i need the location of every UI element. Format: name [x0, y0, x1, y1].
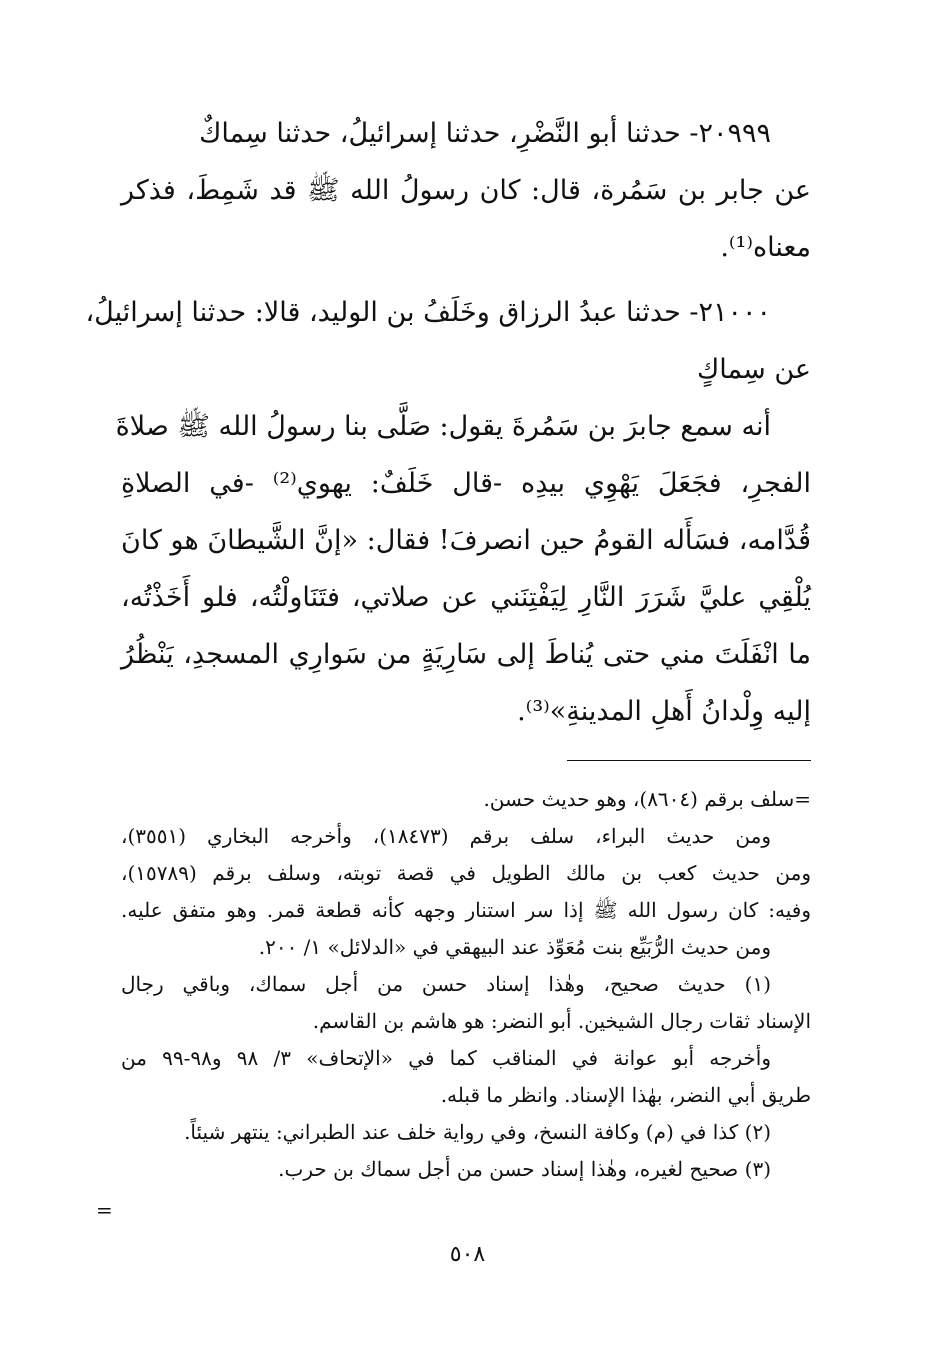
hadith-21000-line-7: ما انْفَلَتَ مني حتى يُناطَ إلى سَارِيَةٍ من سَوارِي المسجدِ، يَنْظُرُ — [121, 639, 811, 670]
footnote-line-1: =سلف برقم (٨٦٠٤)، وهو حديث حسن. — [483, 787, 811, 811]
hadith-20999-line-3: معناه⁽¹⁾. — [720, 232, 811, 263]
hadith-21000-line-6: يُلْقِي عليَّ شَرَرَ النَّارِ لِيَفْتِنَني عن صلاتي، فتَنَاولْتُه، فلو أَخَذْتُه، — [121, 582, 811, 613]
hadith-20999-line-2: عن جابر بن سَمُرة، قال: كان رسولُ الله ﷺ قد شَمِطَ، فذكر — [121, 175, 811, 206]
hadith-21000 — [85, 284, 811, 740]
hadith-20999 — [121, 105, 811, 276]
footnote-2: (٢) كذا في (م) وكافة النسخ، وفي رواية خلف عند الطبراني: ينتهر شيئاً. — [184, 1120, 771, 1144]
hadith-21000-line-5: قُدَّامه، فسَأَله القومُ حين انصرفَ! فقال: «إنَّ الشَّيطانَ هو كانَ — [121, 525, 811, 556]
footnote-1-line-3: وأخرجه أبو عوانة في المناقب كما في «الإتحاف» ٣/ ٩٨ و٩٨-٩٩ من — [121, 1046, 771, 1070]
hadith-21000-line-2: عن سِماكٍ — [697, 354, 811, 385]
footnote-line-5: ومن حديث الرُّبَيِّع بنت مُعَوِّذ عند البيهقي في «الدلائل» ١/ ٢٠٠. — [258, 935, 771, 959]
hadith-21000-line-1: ٢١٠٠٠- حدثنا عبدُ الرزاق وخَلَفُ بن الوليد، قالا: حدثنا إسرائيلُ، — [85, 297, 771, 328]
footnote-1-line-1: (١) حديث صحيح، وهٰذا إسناد حسن من أجل سماك، وباقي رجال — [121, 972, 771, 996]
footnote-3: (٣) صحيح لغيره، وهٰذا إسناد حسن من أجل سماك بن حرب. — [278, 1157, 771, 1181]
hadith-20999-line-1: ٢٠٩٩٩- حدثنا أبو النَّضْرِ، حدثنا إسرائيلُ، حدثنا سِماكٌ — [199, 118, 771, 149]
footnotes — [121, 781, 811, 1188]
hadith-21000-line-8: إليه وِلْدانُ أَهلِ المدينةِ»⁽³⁾. — [517, 696, 811, 727]
footnote-line-4: وفيه: كان رسول الله ﷺ إذا سر استنار وجهه كأنه قطعة قمر. وهو متفق عليه. — [121, 898, 811, 922]
footnote-1-line-2: الإسناد ثقات رجال الشيخين. أبو النضر: هو هاشم بن القاسم. — [312, 1009, 811, 1033]
footnote-1-line-4: طريق أبي النضر، بهٰذا الإسناد. وانظر ما قبله. — [440, 1083, 811, 1107]
footnote-line-2: ومن حديث البراء، سلف برقم (١٨٤٧٣)، وأخرجه البخاري (٣٥٥١)، — [121, 824, 771, 848]
footnote-line-3: ومن حديث كعب بن مالك الطويل في قصة توبته، وسلف برقم (١٥٧٨٩)، — [121, 861, 811, 885]
page-number: ٥٠٨ — [449, 1242, 486, 1267]
hadith-21000-line-3: أنه سمع جابرَ بن سَمُرةَ يقول: صَلَّى بنا رسولُ الله ﷺ صلاةَ — [115, 411, 771, 442]
continuation-mark: = — [96, 1198, 113, 1222]
footnote-separator — [567, 760, 811, 761]
hadith-21000-line-4: الفجرِ، فجَعَلَ يَهْوِي بيدِه -قال خَلَفٌ: يهوي⁽²⁾ -في الصلاةِ — [121, 468, 811, 499]
